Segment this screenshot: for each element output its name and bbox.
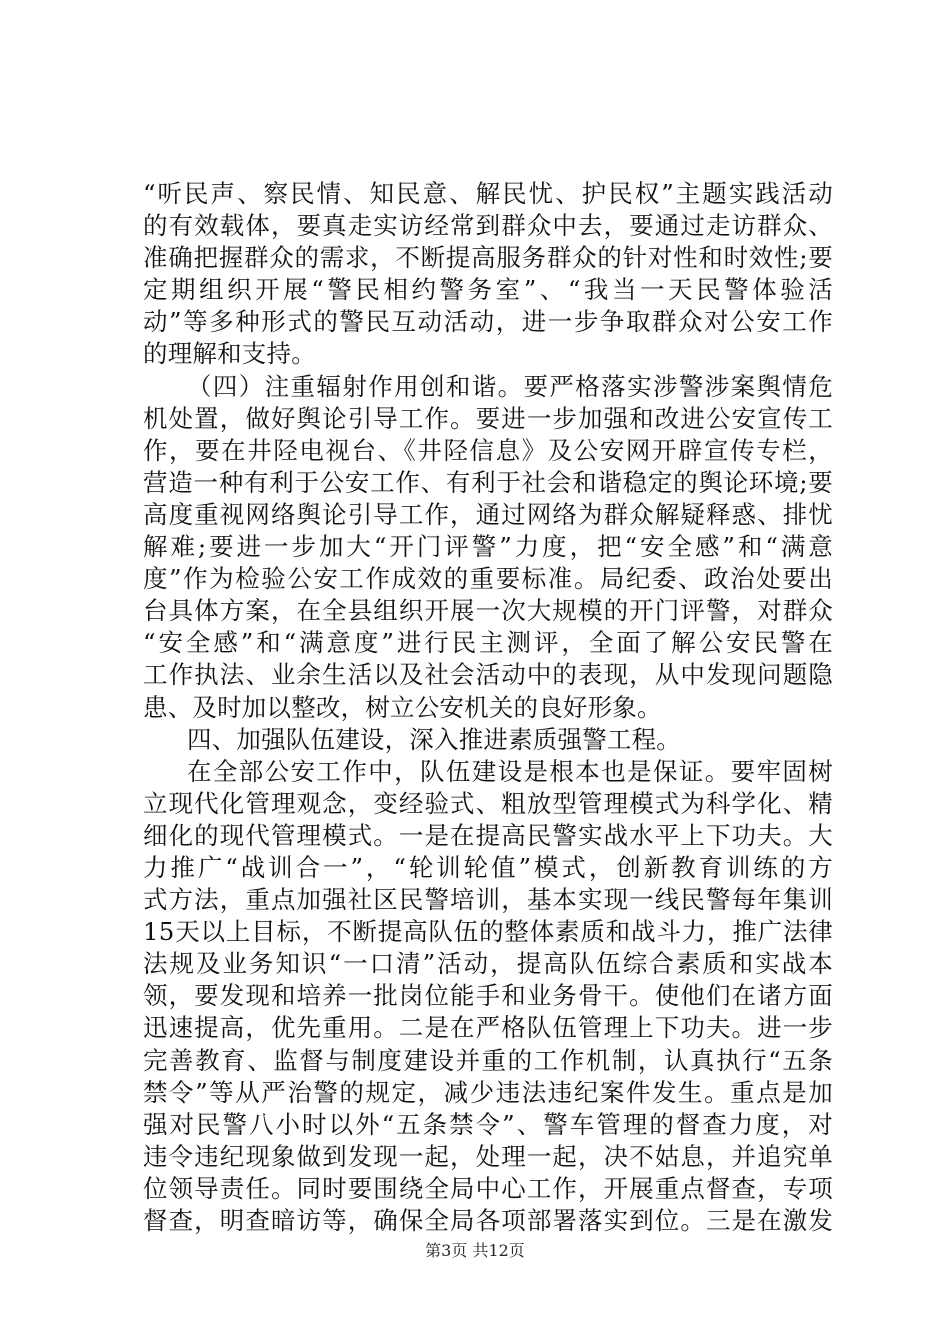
text-line: （四）注重辐射作用创和谐。要严格落实涉警涉案舆情危 (187, 371, 833, 401)
text-line: 的有效载体，要真走实访经常到群众中去，要通过走访群众、 (143, 211, 833, 241)
text-line: 迅速提高，优先重用。二是在严格队伍管理上下功夫。进一步 (143, 1013, 833, 1043)
text-line: 领，要发现和培养一批岗位能手和业务骨干。使他们在诸方面 (143, 981, 833, 1011)
text-line: 解难;要进一步加大“开门评警”力度，把“安全感”和“满意 (143, 532, 833, 562)
text-line: 力推广“战训合一”，“轮训轮值”模式，创新教育训练的方 (143, 852, 833, 882)
text-line: 高度重视网络舆论引导工作，通过网络为群众解疑释惑、排忧 (143, 499, 833, 529)
text-line: 式方法，重点加强社区民警培训，基本实现一线民警每年集训 (143, 885, 833, 915)
text-line: “安全感”和“满意度”进行民主测评，全面了解公安民警在 (143, 628, 833, 658)
text-line: 作，要在井陉电视台、《井陉信息》及公安网开辟宣传专栏， (143, 435, 833, 465)
text-line: 准确把握群众的需求，不断提高服务群众的针对性和时效性;要 (143, 243, 833, 273)
text-line: 立现代化管理观念，变经验式、粗放型管理模式为科学化、精 (143, 788, 833, 818)
text-line: 完善教育、监督与制度建设并重的工作机制，认真执行“五条 (143, 1045, 833, 1075)
text-line: 的理解和支持。 (143, 339, 316, 369)
text-line: 营造一种有利于公安工作、有利于社会和谐稳定的舆论环境;要 (143, 467, 833, 497)
text-line: “听民声、察民情、知民意、解民忧、护民权”主题实践活动 (143, 179, 833, 208)
text-line: 度”作为检验公安工作成效的重要标准。局纪委、政治处要出 (143, 564, 833, 594)
text-line: 工作执法、业余生活以及社会活动中的表现，从中发现问题隐 (143, 660, 833, 690)
body-text (143, 178, 833, 1237)
text-line: 患、及时加以整改，树立公安机关的良好形象。 (143, 692, 662, 722)
text-line: 机处置，做好舆论引导工作。要进一步加强和改进公安宣传工 (143, 403, 833, 433)
page-footer: 第3页 共12页 (425, 1241, 525, 1260)
text-line: 15天以上目标，不断提高队伍的整体素质和战斗力，推广法律 (143, 917, 833, 947)
text-line: 禁令”等从严治警的规定，减少违法违纪案件发生。重点是加 (143, 1077, 833, 1107)
text-line: 细化的现代管理模式。一是在提高民警实战水平上下功夫。大 (143, 820, 833, 850)
text-line: 在全部公安工作中，队伍建设是根本也是保证。要牢固树 (187, 756, 833, 786)
text-line: 位领导责任。同时要围绕全局中心工作，开展重点督查，专项 (143, 1173, 833, 1203)
text-line: 四、加强队伍建设，深入推进素质强警工程。 (187, 724, 681, 754)
text-line: 违令违纪现象做到发现一起，处理一起，决不姑息，并追究单 (143, 1141, 833, 1171)
text-line: 定期组织开展“警民相约警务室”、“我当一天民警体验活 (143, 275, 833, 305)
text-line: 动”等多种形式的警民互动活动，进一步争取群众对公安工作 (143, 307, 833, 337)
text-line: 台具体方案，在全县组织开展一次大规模的开门评警，对群众 (143, 596, 833, 626)
text-line: 督查，明查暗访等，确保全局各项部署落实到位。三是在激发 (143, 1206, 833, 1235)
text-line: 强对民警八小时以外“五条禁令”、警车管理的督查力度，对 (143, 1109, 833, 1139)
text-line: 法规及业务知识“一口清”活动，提高队伍综合素质和实战本 (143, 949, 833, 979)
